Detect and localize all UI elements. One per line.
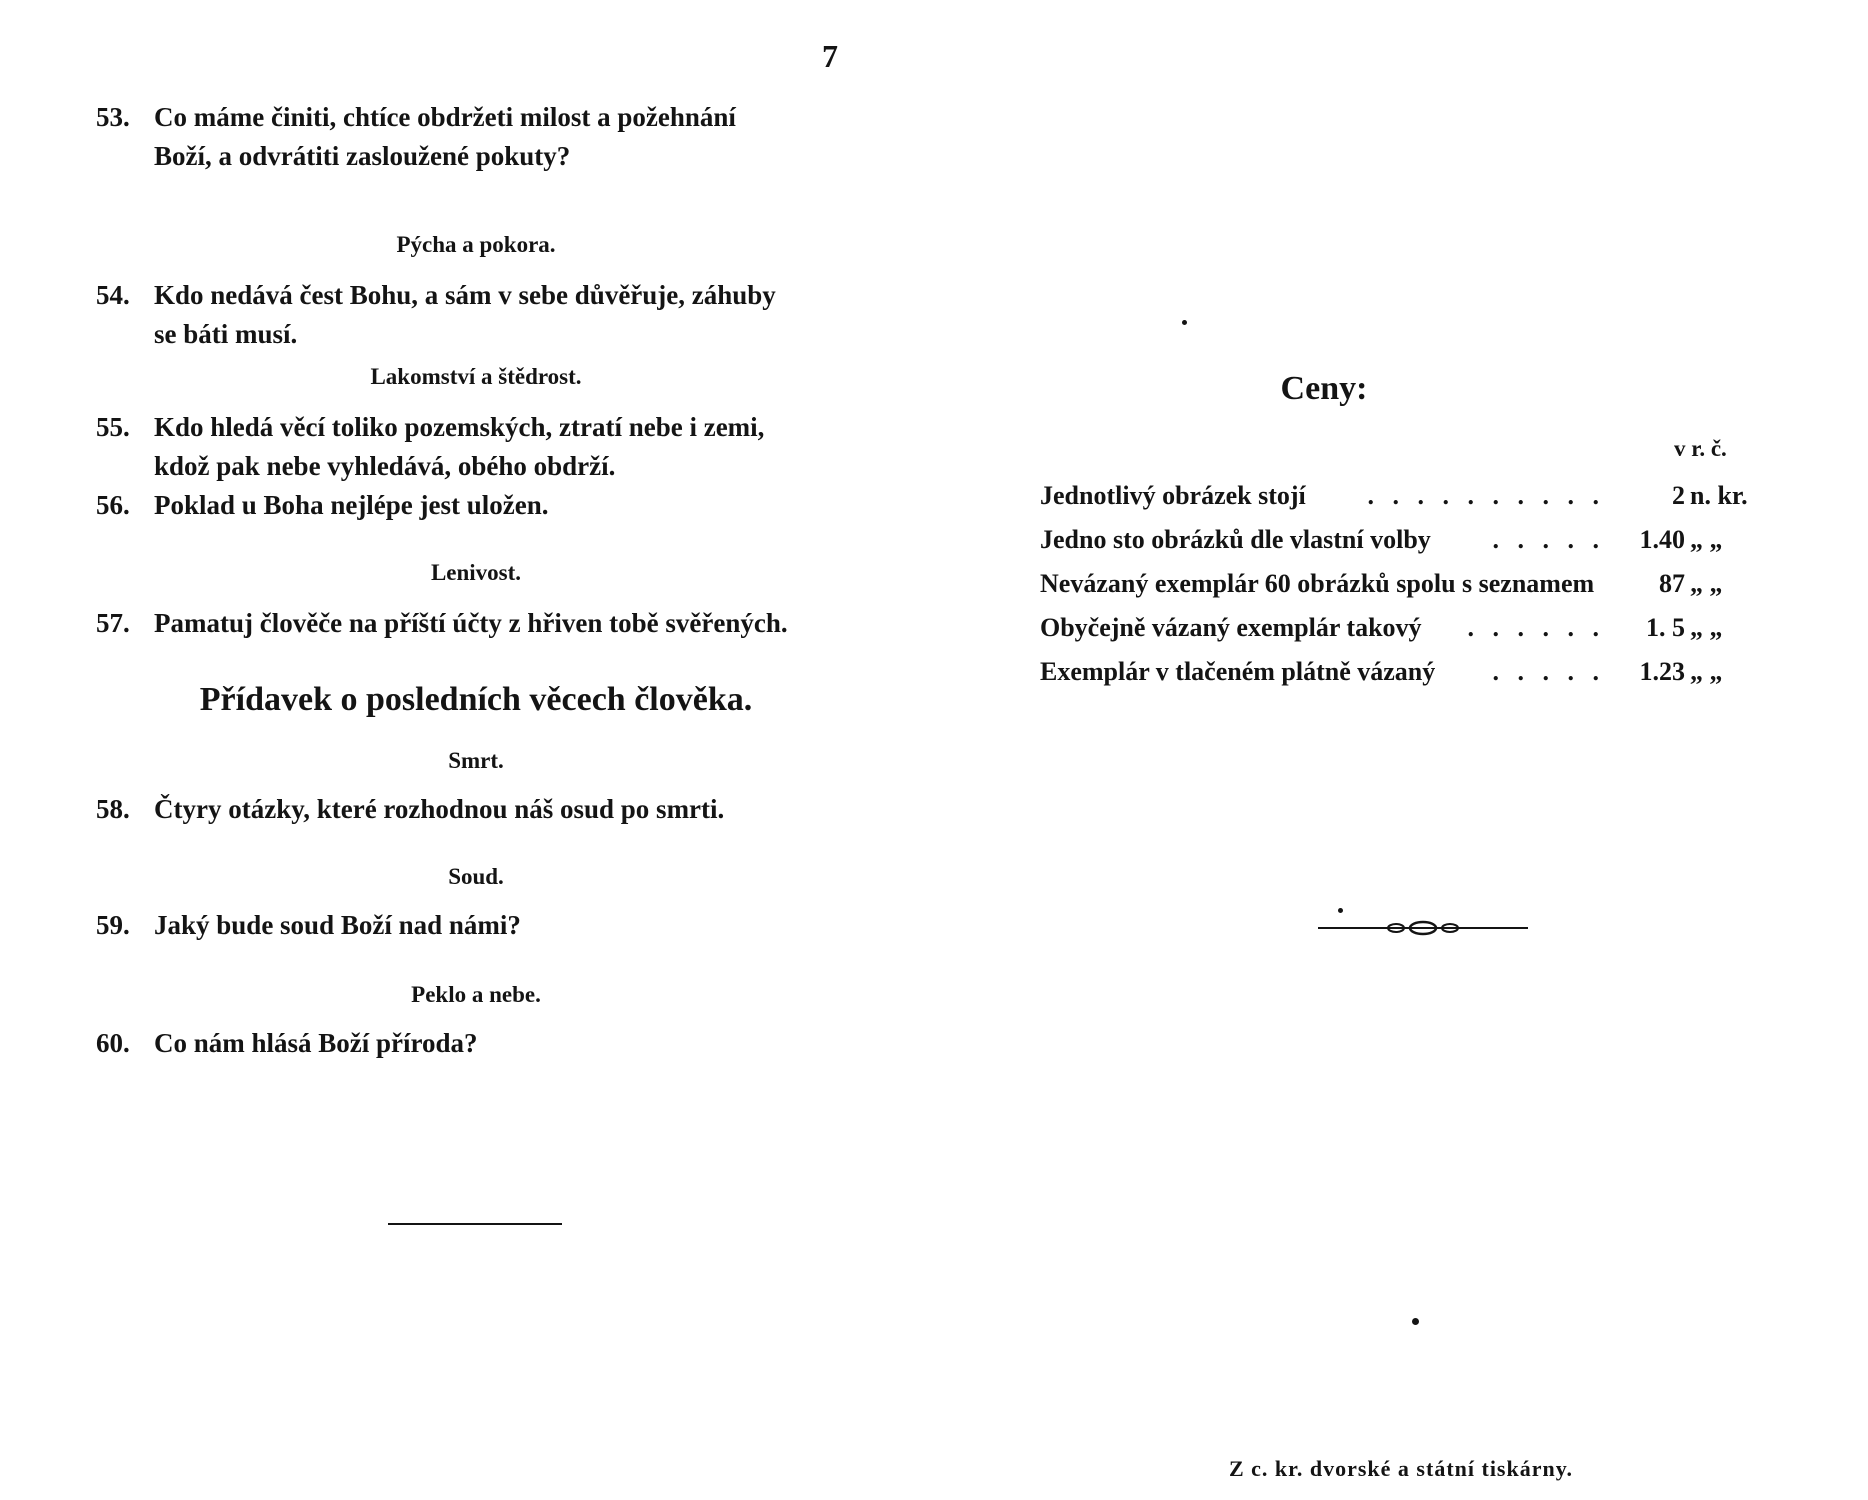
list-item <box>96 98 856 176</box>
item-number: 57. <box>96 608 130 638</box>
price-currency: „ „ <box>1690 613 1723 642</box>
price-label: Exemplár v tlačeném plátně vázaný <box>1040 657 1436 686</box>
item-number: 53. <box>96 102 130 132</box>
item-number: 58. <box>96 794 130 824</box>
list-item <box>96 790 856 829</box>
item-text-line: Kdo nedává čest Bohu, a sám v sebe důvěřuje, záhuby <box>154 280 776 310</box>
item-text-line: se báti musí. <box>154 319 298 349</box>
ink-speck <box>1182 320 1187 325</box>
price-value: 1.23 <box>1639 657 1685 686</box>
list-item <box>96 486 856 525</box>
price-row <box>1040 474 1748 518</box>
dot-leader: . . . . . <box>1492 525 1605 554</box>
price-currency: „ „ <box>1690 569 1723 598</box>
price-currency: n. kr. <box>1690 481 1748 510</box>
section-heading-peklo: Peklo a nebe. <box>411 982 541 1007</box>
list-item <box>96 408 856 486</box>
price-currency: „ „ <box>1690 657 1723 686</box>
item-text-line: Jaký bude soud Boží nad námi? <box>154 910 521 940</box>
printer-imprint: Z c. kr. dvorské a státní tiskárny. <box>1228 1456 1574 1481</box>
price-currency: „ „ <box>1690 525 1723 554</box>
price-value: 1. 5 <box>1646 613 1685 642</box>
dot-leader: . . . . . . <box>1467 613 1605 642</box>
item-text-line: Čtyry otázky, které rozhodnou náš osud po smrti. <box>154 794 725 824</box>
list-item <box>96 604 856 643</box>
item-text-line: Pamatuj člověče na příští účty z hřiven tobě svěřených. <box>154 608 788 638</box>
dot-leader: . . . . . . . . . . <box>1367 481 1605 510</box>
item-number: 56. <box>96 490 130 520</box>
item-text-line: kdož pak nebe vyhledává, obého obdrží. <box>154 451 616 481</box>
item-number: 60. <box>96 1028 130 1058</box>
item-text-line: Poklad u Boha nejlépe jest uložen. <box>154 490 549 520</box>
appendix-heading: Přídavek o posledních věcech člověka. <box>199 681 753 718</box>
item-text-line: Kdo hledá věcí toliko pozemských, ztratí nebe i zemi, <box>154 412 765 442</box>
page-number: 7 <box>822 38 838 74</box>
price-value: 87 <box>1659 569 1685 598</box>
section-heading-soud: Soud. <box>448 864 504 889</box>
price-value: 1.40 <box>1639 525 1685 554</box>
section-heading-pycha: Pýcha a pokora. <box>396 232 556 257</box>
list-item <box>96 276 856 354</box>
ornament-divider-icon <box>1318 916 1528 940</box>
list-item <box>96 906 856 945</box>
price-label: Nevázaný exemplár 60 obrázků spolu s seznamem <box>1040 569 1595 598</box>
price-row <box>1040 606 1740 650</box>
item-number: 59. <box>96 910 130 940</box>
right-page <box>934 0 1868 1500</box>
section-heading-lenivost: Lenivost. <box>430 560 522 585</box>
currency-unit-header: v r. č. <box>1674 436 1727 461</box>
price-row <box>1040 650 1740 694</box>
item-text-line: Boží, a odvrátiti zasloužené pokuty? <box>154 141 571 171</box>
section-heading-lakomstvi: Lakomství a štědrost. <box>370 364 582 389</box>
item-text-line: Co máme činiti, chtíce obdržeti milost a požehnání <box>154 102 736 132</box>
price-row <box>1040 562 1740 606</box>
list-item <box>96 1024 856 1063</box>
item-number: 55. <box>96 412 130 442</box>
price-label: Jednotlivý obrázek stojí <box>1040 481 1306 510</box>
ink-speck <box>1412 1318 1419 1325</box>
item-text-line: Co nám hlásá Boží příroda? <box>154 1028 478 1058</box>
end-rule <box>388 1223 562 1225</box>
prices-title: Ceny: <box>1280 370 1368 407</box>
section-heading-smrt: Smrt. <box>448 748 504 773</box>
ink-speck <box>1338 908 1343 913</box>
item-number: 54. <box>96 280 130 310</box>
price-value: 2 <box>1672 481 1685 510</box>
price-row <box>1040 518 1740 562</box>
price-label: Jedno sto obrázků dle vlastní volby <box>1040 525 1431 554</box>
price-label: Obyčejně vázaný exemplár takový <box>1040 613 1422 642</box>
dot-leader: . . . . . <box>1492 657 1605 686</box>
